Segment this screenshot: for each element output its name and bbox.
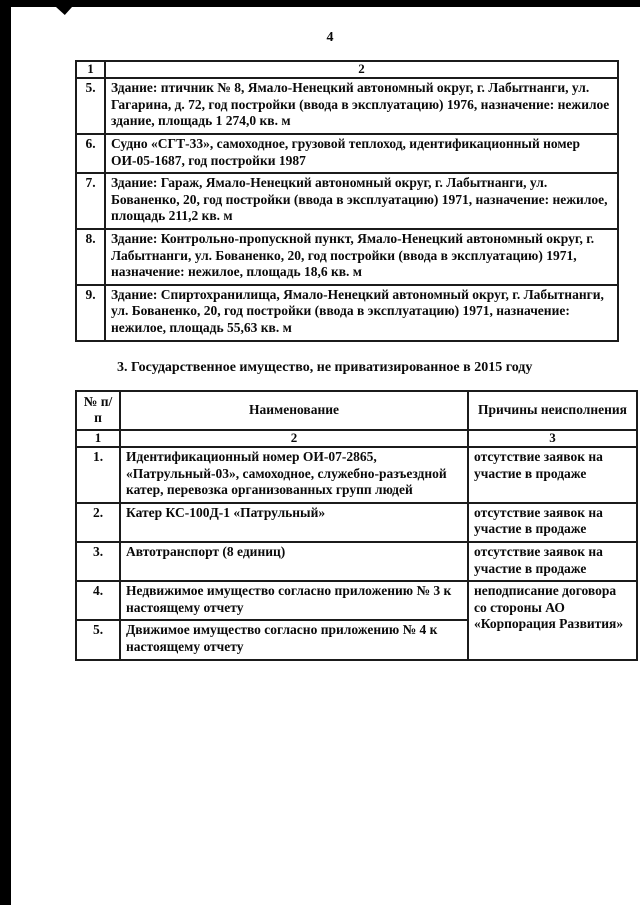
table-row [76, 285, 618, 341]
item-name-cell: Недвижимое имущество согласно приложению № 3 к настоящему отчету [120, 581, 468, 620]
property-description-cell: Здание: Гараж, Ямало-Ненецкий автономный округ, г. Лабытнанги, ул. Бованенко, 20, год постройки (ввода в эксплуатацию) 1971, назначение: нежилое, площадь 211,2 кв. м [105, 173, 618, 229]
row-number-cell: 8. [76, 229, 105, 285]
row-number-cell: 7. [76, 173, 105, 229]
table-row [76, 503, 637, 542]
row-number-cell: 9. [76, 285, 105, 341]
table-row [76, 78, 618, 134]
reason-cell-merged: неподписание договора со стороны АО «Корпорация Развития» [468, 581, 637, 659]
item-name-cell: Идентификационный номер ОИ-07-2865, «Патрульный-03», самоходное, служебно-разъездной катер, перевозка организованных групп людей [120, 447, 468, 503]
column-number-cell: 2 [105, 61, 618, 78]
reason-cell: отсутствие заявок на участие в продаже [468, 542, 637, 581]
table-header-row [76, 391, 637, 430]
table-row [76, 430, 637, 447]
property-description-cell: Здание: Спиртохранилища, Ямало-Ненецкий автономный округ, г. Лабытнанги, ул. Бованенко, 20, год постройки (ввода в эксплуатацию) 1971, назначение: нежилое, площадь 55,63 кв. м [105, 285, 618, 341]
column-number-cell: 3 [468, 430, 637, 447]
reason-cell: отсутствие заявок на участие в продаже [468, 503, 637, 542]
row-number-cell: 3. [76, 542, 120, 581]
reason-cell: отсутствие заявок на участие в продаже [468, 447, 637, 503]
header-cell-reason: Причины неисполнения [468, 391, 637, 430]
row-number-cell: 2. [76, 503, 120, 542]
header-cell-name: Наименование [120, 391, 468, 430]
item-name-cell: Движимое имущество согласно приложению № 4 к настоящему отчету [120, 620, 468, 659]
column-number-cell: 2 [120, 430, 468, 447]
row-number-cell: 5. [76, 620, 120, 659]
table-row [76, 581, 637, 620]
property-table-continued [75, 60, 619, 342]
table-row [76, 542, 637, 581]
column-number-cell: 1 [76, 61, 105, 78]
page-number: 4 [326, 30, 334, 45]
row-number-cell: 1. [76, 447, 120, 503]
row-number-cell: 6. [76, 134, 105, 173]
property-description-cell: Здание: Контрольно-пропускной пункт, Ямало-Ненецкий автономный округ, г. Лабытнанги, ул. Бованенко, 20, год постройки (ввода в эксплуатацию) 1971, назначение: нежилое, площадь 18,6 кв. м [105, 229, 618, 285]
property-description-cell: Судно «СГТ-33», самоходное, грузовой теплоход, идентификационный номер ОИ-05-1687, год постройки 1987 [105, 134, 618, 173]
row-number-cell: 4. [76, 581, 120, 620]
property-description-cell: Здание: птичник № 8, Ямало-Ненецкий автономный округ, г. Лабытнанги, ул. Гагарина, д. 72, год постройки (ввода в эксплуатацию) 1976, назначение: нежилое здание, площадь 1 274,0 кв. м [105, 78, 618, 134]
section-heading: 3. Государственное имущество, не приватизированное в 2015 году [117, 359, 533, 375]
table-row [76, 173, 618, 229]
table-row [76, 229, 618, 285]
item-name-cell: Автотранспорт (8 единиц) [120, 542, 468, 581]
column-number-cell: 1 [76, 430, 120, 447]
table-row [76, 447, 637, 503]
item-name-cell: Катер КС-100Д-1 «Патрульный» [120, 503, 468, 542]
table-row [76, 61, 618, 78]
row-number-cell: 5. [76, 78, 105, 134]
header-cell-num: № п/п [76, 391, 120, 430]
table-row [76, 134, 618, 173]
unprivatized-property-table [75, 390, 638, 661]
